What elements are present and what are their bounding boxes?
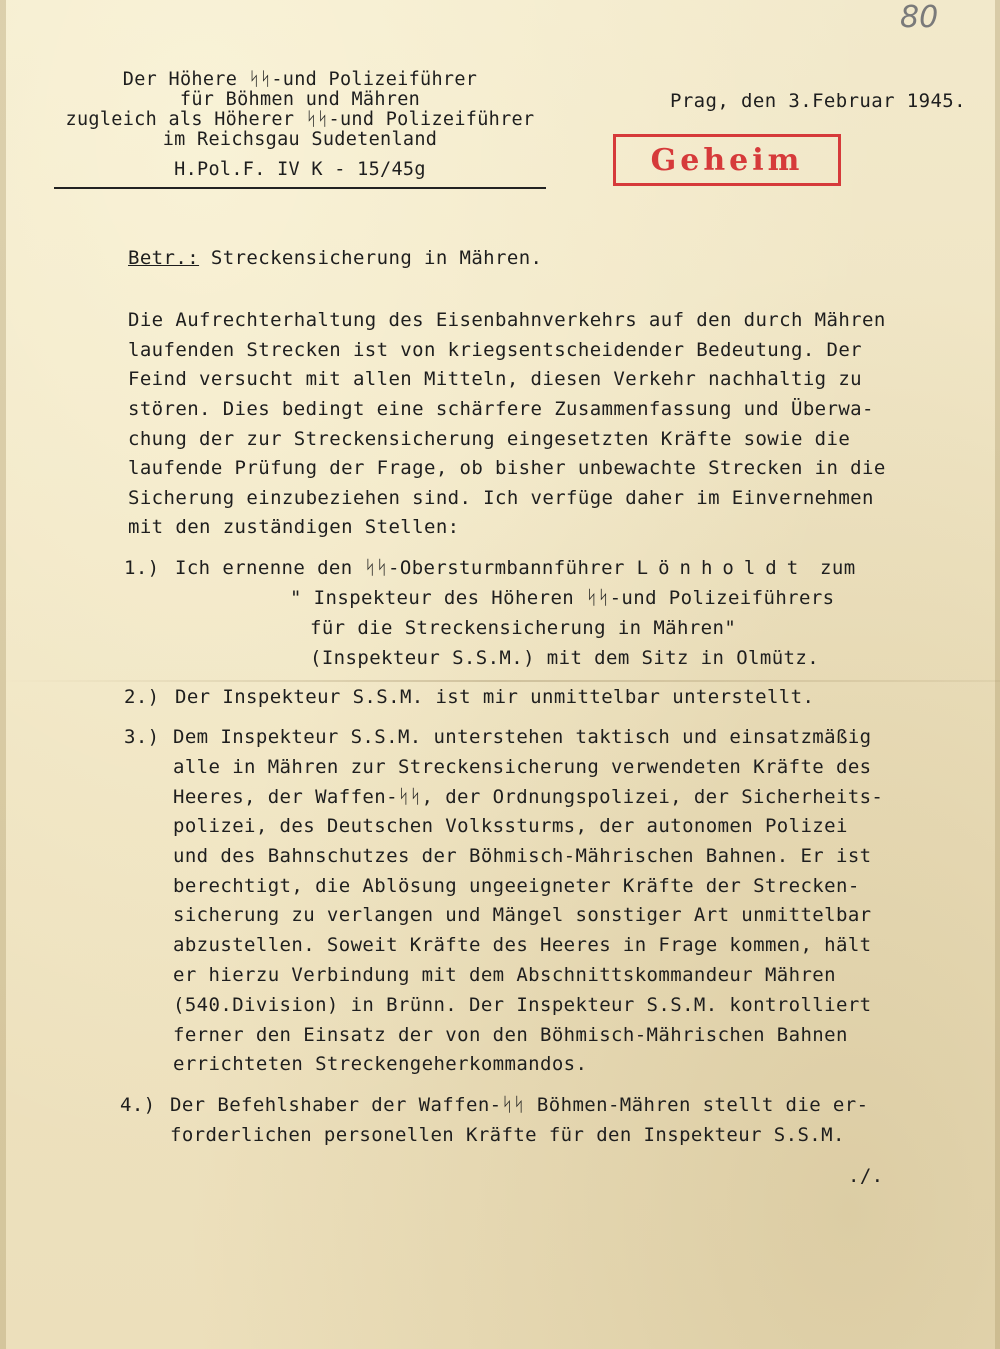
item-1-number: 1.) [124,557,160,579]
item-1-line: (Inspekteur S.S.M.) mit dem Sitz in Olmütz. [310,647,820,669]
item-3-line: alle in Mähren zur Streckensicherung verwendeten Kräfte des [173,756,872,778]
item-3-line: sicherung zu verlangen und Mängel sonstiger Art unmittelbar [173,904,872,926]
paper-edge-right [995,0,1000,1349]
item-4-line: forderlichen personellen Kräfte für den Inspekteur S.S.M. [170,1124,845,1146]
secret-stamp [613,134,841,186]
item-3-line: ferner den Einsatz der von den Böhmisch-Mährischen Bahnen [173,1024,848,1046]
item-1-post: zum [820,557,856,579]
secret-stamp-text: Geheim [650,142,804,178]
place-date: Prag, den 3.Februar 1945. [670,90,966,112]
intro-line: Sicherung einzubeziehen sind. Ich verfüge daher im Einvernehmen [128,487,874,509]
sender-underline [54,187,546,189]
item-2-number: 2.) [124,686,160,708]
subject-line [128,247,542,269]
item-1-pre: Ich ernenne den ᛋᛋ-Obersturmbannführer [175,557,625,579]
intro-line: chung der zur Streckensicherung eingesetzten Kräfte sowie die [128,428,851,450]
sender-block [54,70,546,180]
item-2-text: Der Inspekteur S.S.M. ist mir unmittelbar unterstellt. [175,686,815,708]
item-3-line: errichteten Streckengeherkommandos. [173,1053,588,1075]
item-3-line: und des Bahnschutzes der Böhmisch-Mährischen Bahnen. Er ist [173,845,872,867]
sender-line-3: zugleich als Höherer ᛋᛋ-und Polizeiführer [65,109,535,130]
paper-fold-line [0,680,1000,682]
item-3-number: 3.) [124,726,160,748]
intro-line: mit den zuständigen Stellen: [128,516,460,538]
intro-line: Die Aufrechterhaltung des Eisenbahnverkehrs auf den durch Mähren [128,309,886,331]
intro-line: Feind versucht mit allen Mitteln, diesen Verkehr nachhaltig zu [128,368,863,390]
item-3-line: (540.Division) in Brünn. Der Inspekteur S.S.M. kontrolliert [173,994,872,1016]
item-3-line: polizei, des Deutschen Volkssturms, der autonomen Polizei [173,815,848,837]
item-1-first-line [175,557,856,579]
intro-line: stören. Dies bedingt eine schärfere Zusammenfassung und Überwa- [128,398,874,420]
item-4-line: Der Befehlshaber der Waffen-ᛋᛋ Böhmen-Mähren stellt die er- [170,1094,869,1116]
item-1-line: " Inspekteur des Höheren ᛋᛋ-und Polizeiführers [290,587,835,609]
subject-label: Betr.: [128,247,200,269]
appointee-name: Lönholdt [636,557,809,579]
sender-line-4: im Reichsgau Sudetenland [162,129,438,150]
sender-line-2: für Böhmen und Mähren [179,89,421,110]
subject-text: Streckensicherung in Mähren. [210,247,543,269]
item-3-line: Dem Inspekteur S.S.M. unterstehen taktisch und einsatzmäßig [173,726,872,748]
item-1-line: für die Streckensicherung in Mähren" [310,617,737,639]
intro-line: laufenden Strecken ist von kriegsentscheidender Bedeutung. Der [128,339,863,361]
item-3-line: abzustellen. Soweit Kräfte des Heeres in Frage kommen, hält [173,934,872,956]
file-reference: H.Pol.F. IV K - 15/45g [174,159,426,180]
item-3-line: berechtigt, die Ablösung ungeeigneter Kräfte der Strecken- [173,875,860,897]
intro-line: laufende Prüfung der Frage, ob bisher unbewachte Strecken in die [128,457,886,479]
continuation-mark: ./. [848,1165,884,1187]
item-3-line: er hierzu Verbindung mit dem Abschnittskommandeur Mähren [173,964,836,986]
item-3-line: Heeres, der Waffen-ᛋᛋ, der Ordnungspolizei, der Sicherheits- [173,786,884,808]
sender-line-1: Der Höhere ᛋᛋ-und Polizeiführer [122,69,478,90]
item-4-number: 4.) [120,1094,156,1116]
page-number: 80 [900,0,939,35]
paper-edge-left [0,0,6,1349]
